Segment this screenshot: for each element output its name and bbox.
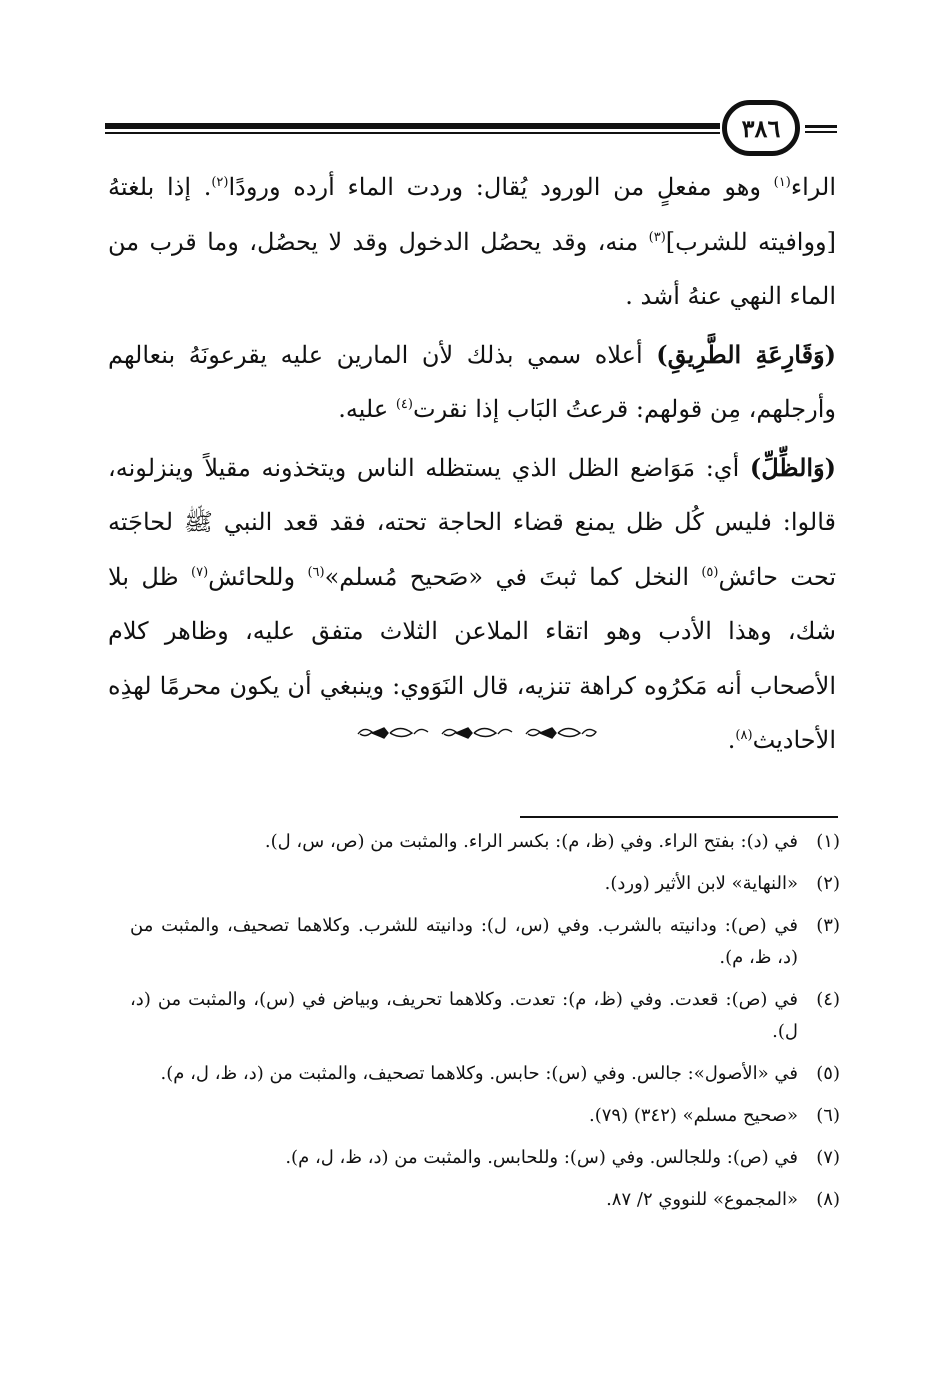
footnote-ref-8[interactable]: (٨) (735, 728, 753, 743)
footnote-number: (٨) (816, 1189, 840, 1210)
p3-text: أي: مَوَاضع الظل الذي يستظله الناس ويتخذونه مقيلاً وينزلونه، قالوا: فليس كُل ظل يمنع قضاء الحاجة تحته، فقد قعد النبي ﷺ لحاجَته تحت حائش (108, 453, 837, 591)
footnote-item (130, 826, 840, 858)
footnote-number: (٤) (816, 989, 840, 1010)
p2-text-b: عليه. (338, 395, 396, 423)
footnote-text: في (ص): وللجالس. وفي (س): وللحابس. والمثبت من (د، ظ، ل، م). (285, 1147, 798, 1168)
footnote-separator (520, 816, 838, 818)
p2-heading: (وَقَارِعَةِ الطَّرِيقِ) (656, 339, 836, 369)
header-rule-thick (105, 123, 720, 129)
p1-text-b: وهو مفعلٍ من الورود يُقال: وردت الماء أرده ورودًا (228, 173, 774, 201)
p3-text-d: ظل بلا شك، وهذا الأدب وهو اتقاء الملاعن الثلاث متفق عليه، وظاهر كلام الأصحاب أنه مَكرُوه كراهة تنزيه، قال النَوَوي: وينبغي أن يكون محرمًا لهذِه الأحاديث (108, 562, 836, 754)
p3-heading: (وَالظِّلِّ) (749, 452, 836, 482)
footnote-ref-2[interactable]: (٢) (211, 175, 229, 190)
page-number: ٣٨٦ (741, 113, 781, 143)
footnote-ref-4[interactable]: (٤) (395, 397, 413, 412)
footnote-ref-7[interactable]: (٧) (191, 564, 209, 580)
main-text (108, 160, 836, 772)
p3-text-e: . (727, 726, 736, 754)
footnote-item (130, 1184, 840, 1216)
footnote-number: (٦) (816, 1105, 840, 1126)
footnote-item (130, 1100, 840, 1132)
footnote-ref-5[interactable]: (٥) (701, 564, 719, 580)
paragraph-2 (108, 328, 836, 437)
footnote-ref-3[interactable]: (٣) (648, 229, 666, 245)
footnote-text: في «الأصول»: جالس. وفي (س): حابس. وكلاهما تصحيف، والمثبت من (د، ظ، ل، م). (160, 1063, 798, 1084)
header-rule-right-stub-lower (805, 131, 837, 133)
footnote-item (130, 910, 840, 974)
section-ornament (350, 722, 610, 744)
page-number-badge (722, 100, 800, 156)
footnote-number: (١) (816, 831, 840, 852)
footnote-text: «صحيح مسلم» (٣٤٢) (٧٩). (589, 1105, 798, 1126)
header-rule-thin (105, 132, 720, 134)
p3-text-b: النخل كما ثبتَ في «صَحيح مُسلم» (324, 562, 702, 591)
footnotes (130, 826, 840, 1226)
footnote-text: في (ص): ودانيته بالشرب. وفي (س، ل): ودانيته للشرب. وكلاهما تصحيف، والمثبت من (د، ظ، م). (130, 915, 798, 968)
footnote-text: في (د): بفتح الراء. وفي (ظ، م): بكسر الراء. والمثبت من (ص، س، ل). (264, 831, 798, 852)
footnote-text: في (ص): قعدت. وفي (ظ، م): تعدت. وكلاهما تحريف، وبياض في (س)، والمثبت من (د، ل). (130, 989, 798, 1042)
footnote-number: (٣) (816, 915, 840, 936)
p1-text: الراء (790, 173, 836, 201)
p1-text-c: . إذا بلغتهُ [ووافيته للشرب] (108, 173, 837, 256)
footnote-text: «المجموع» للنووي ٢/ ٨٧. (606, 1189, 798, 1210)
footnote-item (130, 1058, 840, 1090)
footnote-item (130, 868, 840, 900)
paragraph-3 (108, 441, 836, 768)
header-rule-right-stub (805, 125, 837, 128)
footnote-ref-1[interactable]: (١) (773, 175, 791, 190)
footnote-number: (٥) (816, 1063, 840, 1084)
footnote-ref-6[interactable]: (٦) (307, 564, 325, 580)
footnote-item (130, 1142, 840, 1174)
footnote-item (130, 984, 840, 1048)
p3-text-c: وللحائش (208, 562, 308, 591)
paragraph-1 (108, 160, 836, 324)
p1-text-d: منه، وقد يحصُل الدخول وقد لا يحصُل، وما قرب من الماء النهي عنهُ أشد . (108, 227, 836, 310)
footnote-number: (٢) (816, 873, 840, 894)
p2-text: أعلاه سمي بذلك لأن المارين عليه يقرعونَهُ بنعالهم وأرجلهم، مِن قولهم: قرعتُ البَاب إذا نقرت (108, 340, 836, 423)
footnote-number: (٧) (816, 1147, 840, 1168)
footnote-text: «النهاية» لابن الأثير (ورد). (604, 873, 798, 894)
